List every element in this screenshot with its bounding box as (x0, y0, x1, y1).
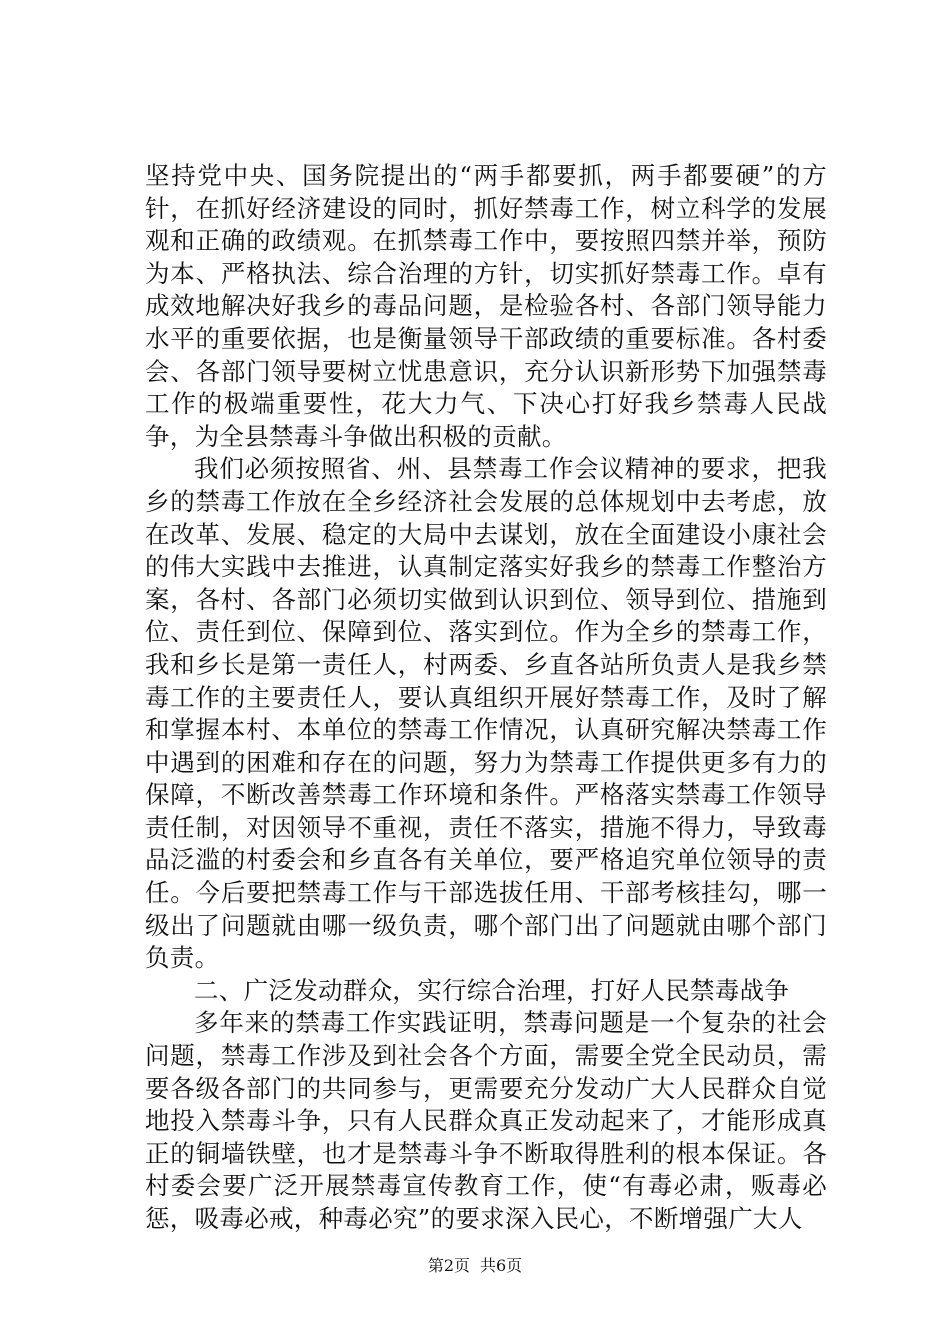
section-heading: 二、广泛发动群众，实行综合治理，打好人民禁毒战争 (194, 975, 790, 1005)
paragraph-1: 坚持党中央、国务院提出的“两手都要抓，两手都要硬”的方针，在抓好经济建设的同时，抓好禁毒工作，树立科学的发展观和正确的政绩观。在抓禁毒工作中，要按照四禁并举，预防为本、严格执法、综合治理的方针，切实抓好禁毒工作。卓有成效地解决好我乡的毒品问题，是检验各村、各部门领导能力水平的重要依据，也是衡量领导干部政绩的重要标准。各村委会、各部门领导要树立忧患意识，充分认识新形势下加强禁毒工作的极端重要性，花大力气、下决心打好我乡禁毒人民战争，为全县禁毒斗争做出积极的贡献。 (145, 161, 827, 451)
page-footer (0, 1256, 950, 1276)
paragraph-2: 我们必须按照省、州、县禁毒工作会议精神的要求，把我乡的禁毒工作放在全乡经济社会发展的总体规划中去考虑，放在改革、发展、稳定的大局中去谋划，放在全面建设小康社会的伟大实践中去推进，认真制定落实好我乡的禁毒工作整治方案，各村、各部门必须切实做到认识到位、领导到位、措施到位、责任到位、保障到位、落实到位。作为全乡的禁毒工作，我和乡长是第一责任人，村两委、乡直各站所负责人是我乡禁毒工作的主要责任人，要认真组织开展好禁毒工作，及时了解和掌握本村、本单位的禁毒工作情况，认真研究解决禁毒工作中遇到的困难和存在的问题，努力为禁毒工作提供更多有力的保障，不断改善禁毒工作环境和条件。严格落实禁毒工作领导责任制，对因领导不重视，责任不落实，措施不得力，导致毒品泛滥的村委会和乡直各有关单位，要严格追究单位领导的责任。今后要把禁毒工作与干部选拔任用、干部考核挂勾，哪一级出了问题就由哪一级负责，哪个部门出了问题就由哪个部门负责。 (145, 454, 827, 973)
page-total: 共6页 (480, 1256, 523, 1275)
page-number: 第2页 (427, 1256, 470, 1275)
paragraph-3: 多年来的禁毒工作实践证明，禁毒问题是一个复杂的社会问题，禁毒工作涉及到社会各个方面，需要全党全民动员，需要各级各部门的共同参与，更需要充分发动广大人民群众自觉地投入禁毒斗争，只有人民群众真正发动起来了，才能形成真正的铜墙铁壁，也才是禁毒斗争不断取得胜利的根本保证。各村委会要广泛开展禁毒宣传教育工作，使“有毒必肃，贩毒必惩，吸毒必戒，种毒必究”的要求深入民心，不断增强广大人 (145, 1008, 827, 1233)
document-body (145, 160, 827, 1236)
